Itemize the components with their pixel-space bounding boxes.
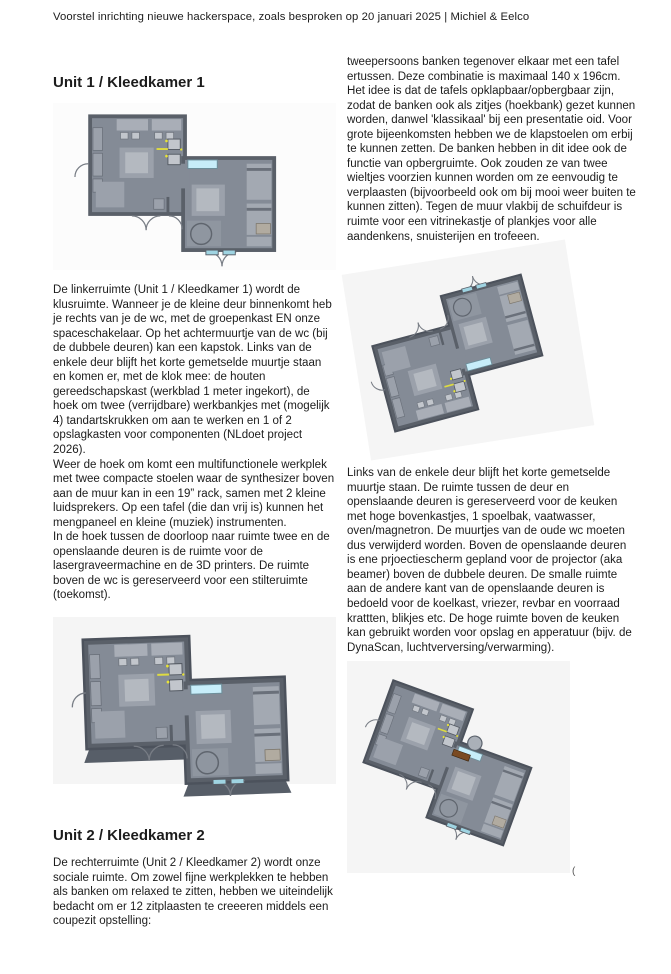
right-paragraph-1: tweepersoons banken tegenover elkaar met een tafel ertussen. Deze combinatie is maximaal 140 x 196cm. Het idee is dat de tafels opklapbaar/opbergbaar zijn, zodat de banken ook als zitjes (hoekbank) gezet kunnen worden, danwel 'klassikaal' bij een presentatie oid. Voor grote bijeenkomsten hebben we de klapstoelen om erbij te kunnen zetten. De banken hebben in dit idee ook de functie van opbergruimte. Ook zouden ze van twee wieltjes voorzien kunnen worden om ze eenvoudig te verplaasten (bijvoorbeeld ook om bij mooi weer buiten te kunnen zitten). Tegen de muur vlakbij de schuifdeur is ruimte voor een vitrinekastje of plankjes voor alle aandenkens, snuisterijen en trofeeen.	[347, 56, 636, 243]
right-column	[347, 55, 636, 873]
floorplan-3d-view-image	[53, 617, 336, 817]
heading-unit2: Unit 2 / Kleedkamer 2	[53, 827, 205, 845]
unit2-paragraph-1: De rechterruimte (Unit 2 / Kleedkamer 2) wordt onze sociale ruimte. Om zowel fijne werkplekken te hebben als banken om relaxed te zitten, hebben we uiteindelijk bedacht om er 12 zitplaasten te creeeren middels een coupezit opstelling:	[53, 857, 333, 928]
heading-unit1: Unit 1 / Kleedkamer 1	[53, 74, 205, 91]
unit1-paragraph-3: In de hoek tussen de doorloop naar ruimte twee en de openslaande deuren is de ruimte voor de lasergraveermachine en de 3D printers. De ruimte boven de wc is gereserveerd voor een stilteruimte (toekomst).	[53, 531, 330, 602]
right-paragraph-2: Links van de enkele deur blijft het korte gemetselde muurtje staan. De ruimte tussen de deur en openslaande deuren is gereserveerd voor de keuken met hoge bovenkastjes, 1 spoelbak, vaatwasser, oven/magnetron. De muurtjes van de oude wc moeten dus verwijderd worden. Boven de openslaande deuren is ene prjoectiescherm gepland voor de projector (aka beamer) boven de dubbele deuren. De smalle ruimte aan de andere kant van de openslaande deuren is bedoeld voor de koelkast, vriezer, revbar en voorraad krattten, blikjes etc. De hoge ruimte boven de keuken kan gebruikt worden voor opslag en apperatuur (bijv. de DynaScan, luchtverversing/verwarming).	[347, 467, 632, 654]
unit1-paragraph-2: Weer de hoek om komt een multifunctionele werkplek met twee compacte stoelen waar de synthesizer boven aan de muur kan in een 19” rack, samen met 2 kleine luidsprekers. Op een tafel (die dan vrij is) kunnen het mengpaneel en kleine (muziek) instrumenten.	[53, 458, 335, 529]
floorplan-rotated-canvas	[342, 240, 595, 461]
floorplan-rotated-view-image	[347, 246, 636, 464]
document-title: Voorstel inrichting nieuwe hackerspace, zoals besproken op 20 januari 2025 | Michiel & Eelco	[53, 11, 530, 23]
floorplan-top-view-image	[53, 103, 336, 270]
stray-character-artifact: (	[572, 866, 576, 877]
unit1-paragraph-1: De linkerruimte (Unit 1 / Kleedkamer 1) wordt de klusruimte. Wanneer je de kleine deur binnenkomt heb je rechts van je de wc, met de groepenkast EN onze spaceschakelaar. Op het achtermuurtje van de wc (bij de dubbele deuren) kan een kapstok. Links van de enkele deur blijft het korte gemetselde muurtje staan en komen er, met de klok mee: de houten gereedschapskast (werkblad 1 meter ingekort), de hoek om twee (verrijdbare) werkbankjes met (mogelijk 4) tandartskrukken om aan te werken en 1 of 2 opslagkasten voor componenten (NLdoet project 2026).	[53, 284, 332, 457]
floorplan-angled-view-image	[347, 661, 570, 873]
left-column	[53, 74, 336, 929]
